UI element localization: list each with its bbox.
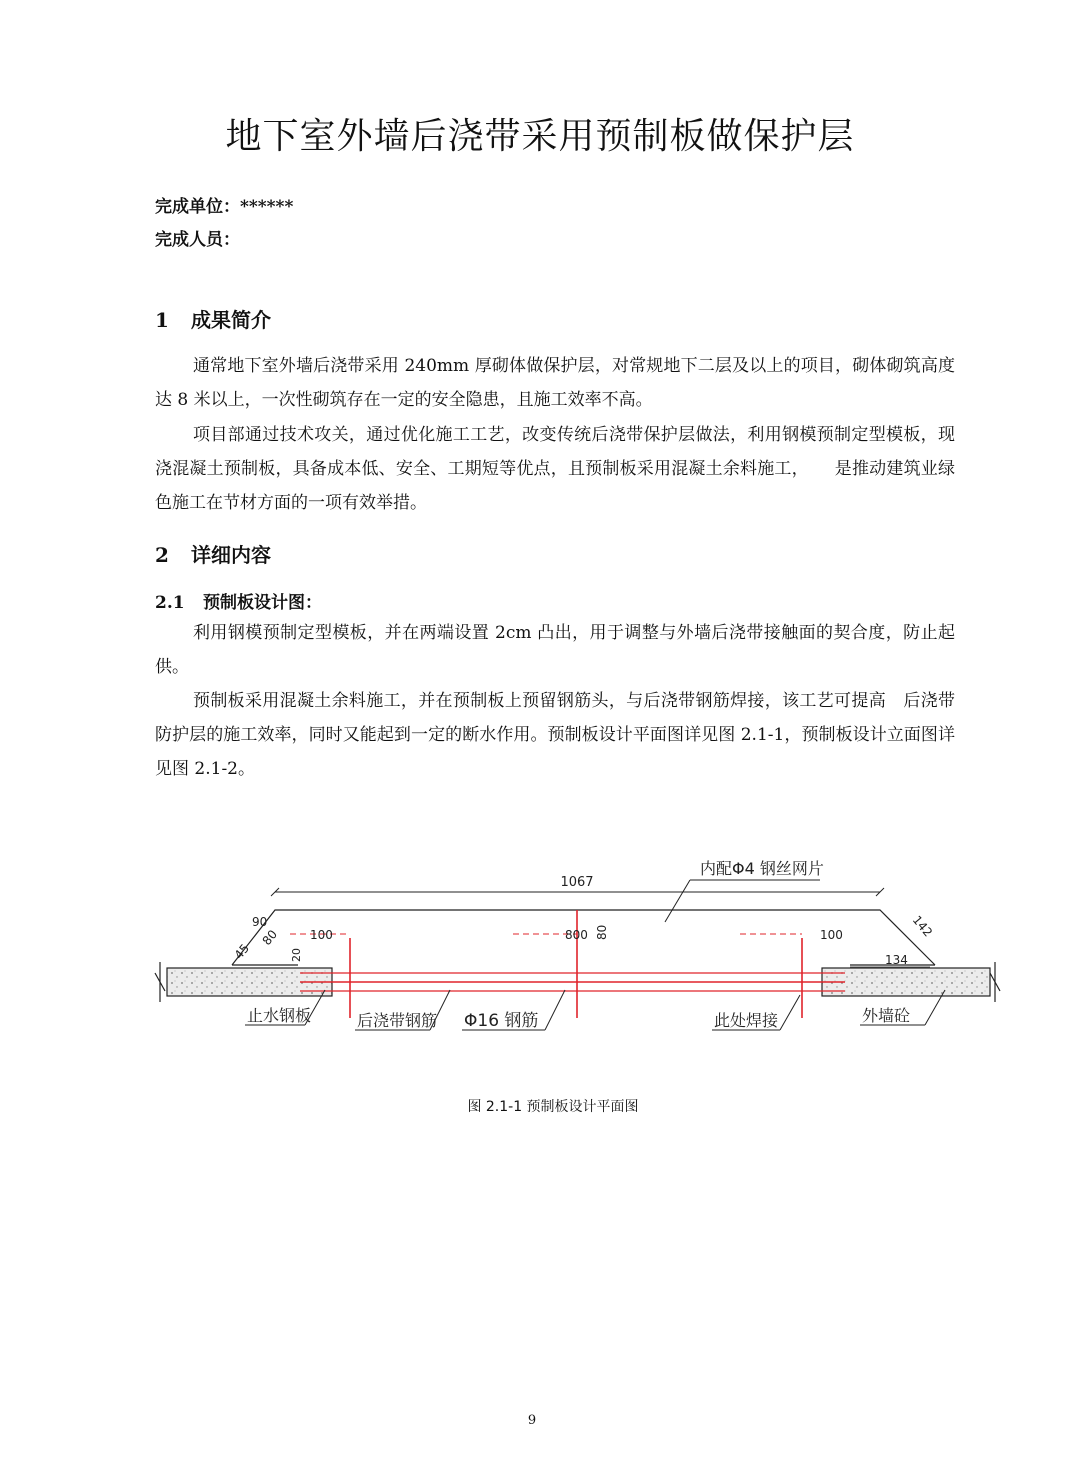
completion-people-label: 完成人员： [155,230,240,250]
label-mesh: 内配Φ4 钢丝网片 [700,859,824,878]
subsection-2-1-number: 2.1 [155,593,185,613]
dim-20: 20 [290,948,303,962]
dim-90: 90 [252,915,268,929]
label-weld: 此处焊接 [714,1011,779,1030]
figure-caption: 图 2.1-1 预制板设计平面图 [467,1099,639,1115]
subsection-2-1-paragraph-1: 利用钢模预制定型模板，并在两端设置 2cm 凸出，用于调整与外墙后浇带接触面的契合度，防止起供。 [155,623,955,677]
section-1-paragraph-1: 通常地下室外墙后浇带采用 240mm 厚砌体做保护层，对常规地下二层及以上的项目，砌体砌筑高度达 8 米以上，一次性砌筑存在一定的安全隐患，且施工效率不高。 [155,356,955,410]
label-wall: 外墙砼 [862,1006,911,1025]
precast-panel-plan-drawing [0,840,1080,1040]
completion-unit-label: 完成单位： [155,197,240,217]
section-1-title: 成果简介 [191,308,271,332]
completion-unit-value: ****** [240,197,294,217]
completion-people [155,225,240,250]
dim-100a: 100 [310,928,333,942]
page-title: 地下室外墙后浇带采用预制板做保护层 [225,116,855,157]
section-2-number: 2 [155,543,169,567]
section-1-heading [155,304,271,333]
dim-142: 142 [909,912,936,940]
dim-134: 134 [885,953,908,967]
dim-800: 800 [565,928,588,942]
dim-80b: 80 [595,924,609,940]
page-number: 9 [527,1413,537,1428]
label-rebar: 后浇带钢筋 [357,1011,438,1030]
dim-1067: 1067 [560,875,594,890]
section-1-number: 1 [155,308,169,332]
label-waterstop: 止水钢板 [247,1006,312,1025]
section-2-title: 详细内容 [191,543,271,567]
section-1-paragraph-2: 项目部通过技术攻关，通过优化施工工艺，改变传统后浇带保护层做法，利用钢模预制定型模板，现浇混凝土预制板，具备成本低、安全、工期短等优点，且预制板采用混凝土余料施工， 是推动建筑业绿色施工在节材方面的一项有效举措。 [155,425,955,513]
section-2-heading [155,539,271,568]
subsection-2-1-heading [155,588,322,613]
dim-100b: 100 [820,928,843,942]
dim-80a: 80 [259,927,281,948]
right-wall-concrete [822,968,990,996]
completion-unit [155,192,293,217]
label-phi16: Φ16 钢筋 [464,1011,539,1031]
subsection-2-1-paragraph-2: 预制板采用混凝土余料施工，并在预制板上预留钢筋头，与后浇带钢筋焊接，该工艺可提高 后浇带防护层的施工效率，同时又能起到一定的断水作用。预制板设计平面图详见图 2.1-1，预制板设计立面图详见图 2.1-2。 [155,691,955,779]
subsection-2-1-title: 预制板设计图： [203,593,322,613]
dim-45: 45 [231,941,253,962]
